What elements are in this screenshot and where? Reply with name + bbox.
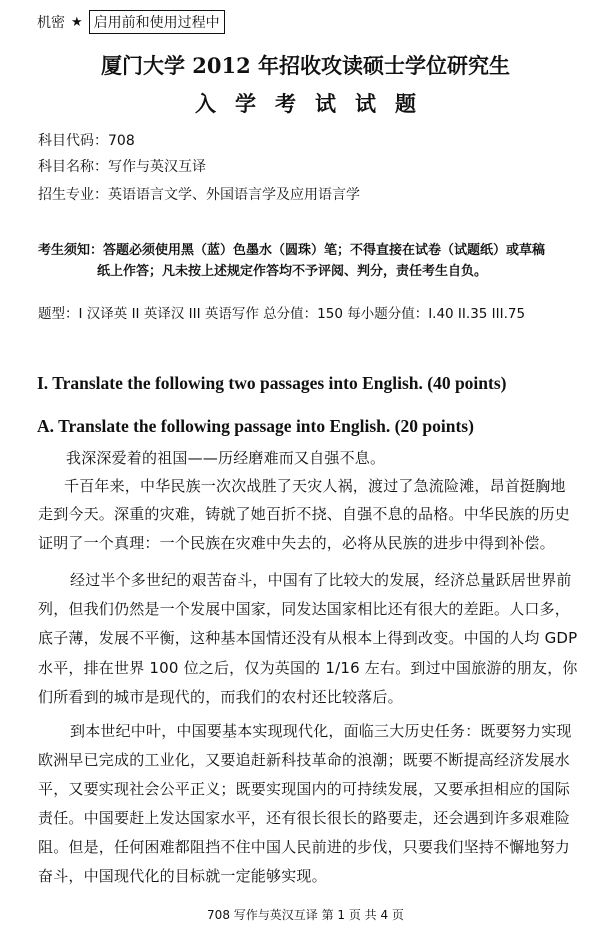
confidential-header [37,10,225,34]
page-footer: 708 写作与英汉互译 第 1 页 共 4 页 [207,908,404,922]
star-icon: ★ [71,14,83,30]
passage-line: 们所看到的城市是现代的，而我们的农村还比较落后。 [38,688,403,706]
passage-line: 责任。中国要赶上发达国家水平，还有很长很长的路要走，还会遇到许多艰难险 [38,809,571,827]
confidential-label: 机密 [37,15,65,31]
major: 招生专业：英语语言文学、外国语言学及应用语言学 [38,187,360,203]
status-box: 启用前和使用过程中 [89,10,225,34]
subject-name: 科目名称：写作与英汉互译 [38,159,206,175]
passage-line: 底子薄，发展不平衡，这种基本国情还没有从根本上得到改变。中国的人均 GDP [38,629,578,647]
passage-line: 奋斗，中国现代化的目标就一定能够实现。 [38,867,327,885]
passage-line: 经过半个多世纪的艰苦奋斗，中国有了比较大的发展，经济总量跃居世界前 [70,571,572,589]
passage-line: 走到今天。深重的灾难，铸就了她百折不挠、自强不息的品格。中华民族的历史 [38,505,571,523]
exam-title: 厦门大学 2012 年招收攻读硕士学位研究生 [100,53,511,78]
passage-line: 列，但我们仍然是一个发展中国家，同发达国家相比还有很大的差距。人口多， [38,600,571,618]
section-heading: I. Translate the following two passages into English. (40 points) [37,373,507,393]
passage-line: 千百年来，中华民族一次次战胜了天灾人祸，渡过了急流险滩，昂首挺胸地 [64,477,566,495]
passage-line: 水平，排在世界 100 位之后，仅为英国的 1/16 左右。到过中国旅游的朋友，你 [38,659,578,677]
passage-line: 阻。但是，任何困难都阻挡不住中国人民前进的步伐，只要我们坚持不懈地努力 [38,838,571,856]
question-types: 题型：I 汉译英 II 英译汉 III 英语写作 总分值：150 每小题分值：I.40 II.35 III.75 [38,306,526,322]
passage-line: 到本世纪中叶，中国要基本实现现代化，面临三大历史任务：既要努力实现 [70,722,572,740]
sub-heading: A. Translate the following passage into English. (20 points) [37,416,474,436]
passage-line: 证明了一个真理：一个民族在灾难中失去的，必将从民族的进步中得到补偿。 [38,534,555,552]
notice-line-2: 纸上作答；凡未按上述规定作答均不予评阅、判分，责任考生自负。 [97,264,488,279]
exam-subtitle: 入学考试试题 [195,91,435,116]
notice-line-1: 考生须知：答题必须使用黑（蓝）色墨水（圆珠）笔；不得直接在试卷（试题纸）或草稿 [38,243,546,258]
subject-code: 科目代码：708 [38,133,135,149]
passage-line: 欧洲早已完成的工业化，又要追赶新科技革命的浪潮；既要不断提高经济发展水 [38,751,571,769]
passage-line: 平，又要实现社会公平正义；既要实现国内的可持续发展，又要承担相应的国际 [38,780,571,798]
passage-title: 我深深爱着的祖国——历经磨难而又自强不息。 [66,449,386,467]
